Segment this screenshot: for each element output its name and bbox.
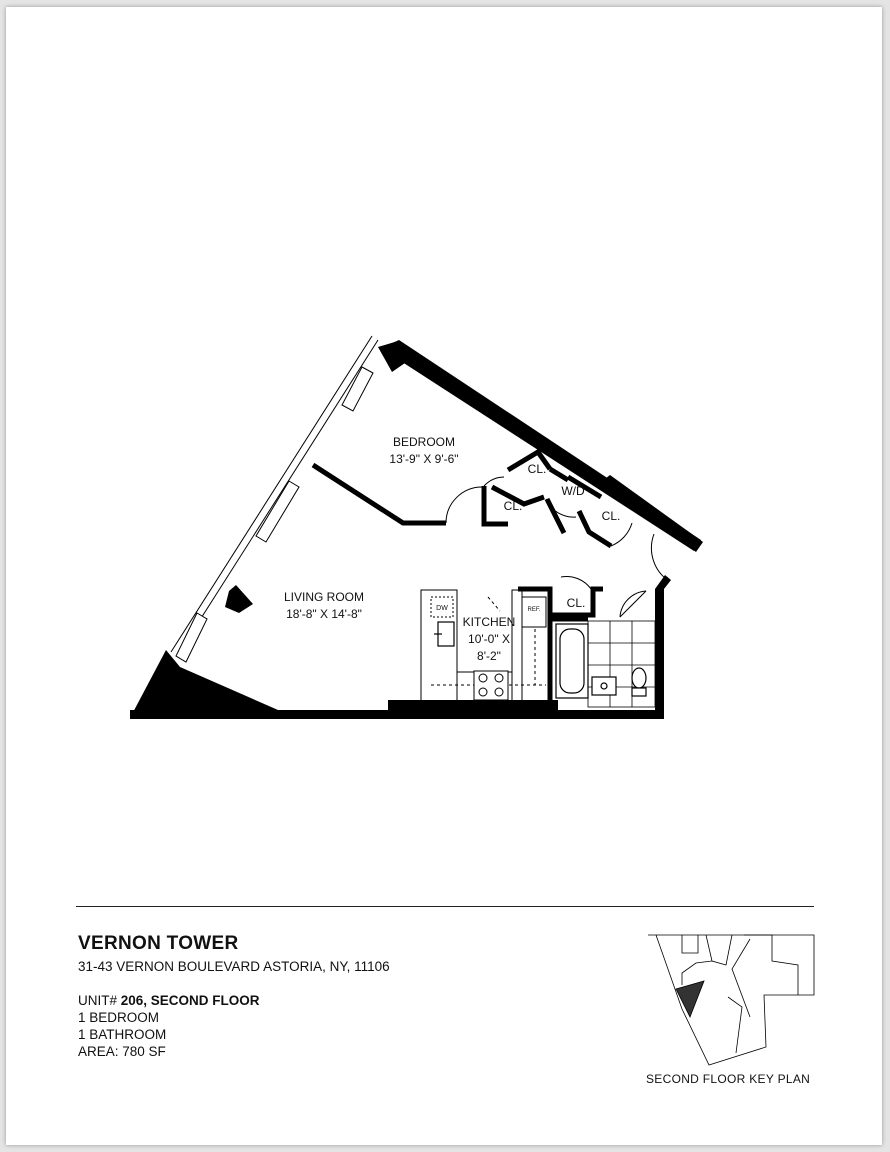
living-room-name: LIVING ROOM	[283, 590, 365, 604]
closet-label-bath: CL.	[566, 596, 586, 610]
closet-label-right: CL.	[601, 509, 621, 523]
key-plan-caption: SECOND FLOOR KEY PLAN	[646, 1072, 811, 1086]
bedroom-dims: 13'-9" X 9'-6"	[389, 452, 459, 466]
dishwasher-label: DW	[436, 605, 448, 612]
refrigerator-label: REF.	[527, 607, 541, 613]
building-name: VERNON TOWER	[78, 933, 239, 954]
building-address: 31-43 VERNON BOULEVARD ASTORIA, NY, 11106	[78, 959, 390, 974]
unit-value: 206, SECOND FLOOR	[120, 993, 260, 1008]
kitchen-dims-line2: 8'-2"	[477, 649, 501, 663]
key-plan	[6, 7, 882, 1145]
unit-prefix: UNIT#	[78, 993, 121, 1008]
closet-label-bedroom-top: CL.	[527, 462, 547, 476]
kitchen-name: KITCHEN	[462, 615, 516, 629]
living-room-dims: 18'-8" X 14'-8"	[286, 607, 362, 621]
document-sheet	[6, 7, 882, 1145]
unit-area: AREA: 780 SF	[78, 1044, 166, 1059]
bedroom-name: BEDROOM	[392, 435, 456, 449]
bathroom-count: 1 BATHROOM	[78, 1027, 167, 1042]
kitchen-dims-line1: 10'-0" X	[468, 632, 510, 646]
closet-label-bedroom-bottom: CL.	[503, 499, 523, 513]
bedroom-count: 1 BEDROOM	[78, 1010, 160, 1025]
washer-dryer-label: W/D	[561, 484, 585, 498]
